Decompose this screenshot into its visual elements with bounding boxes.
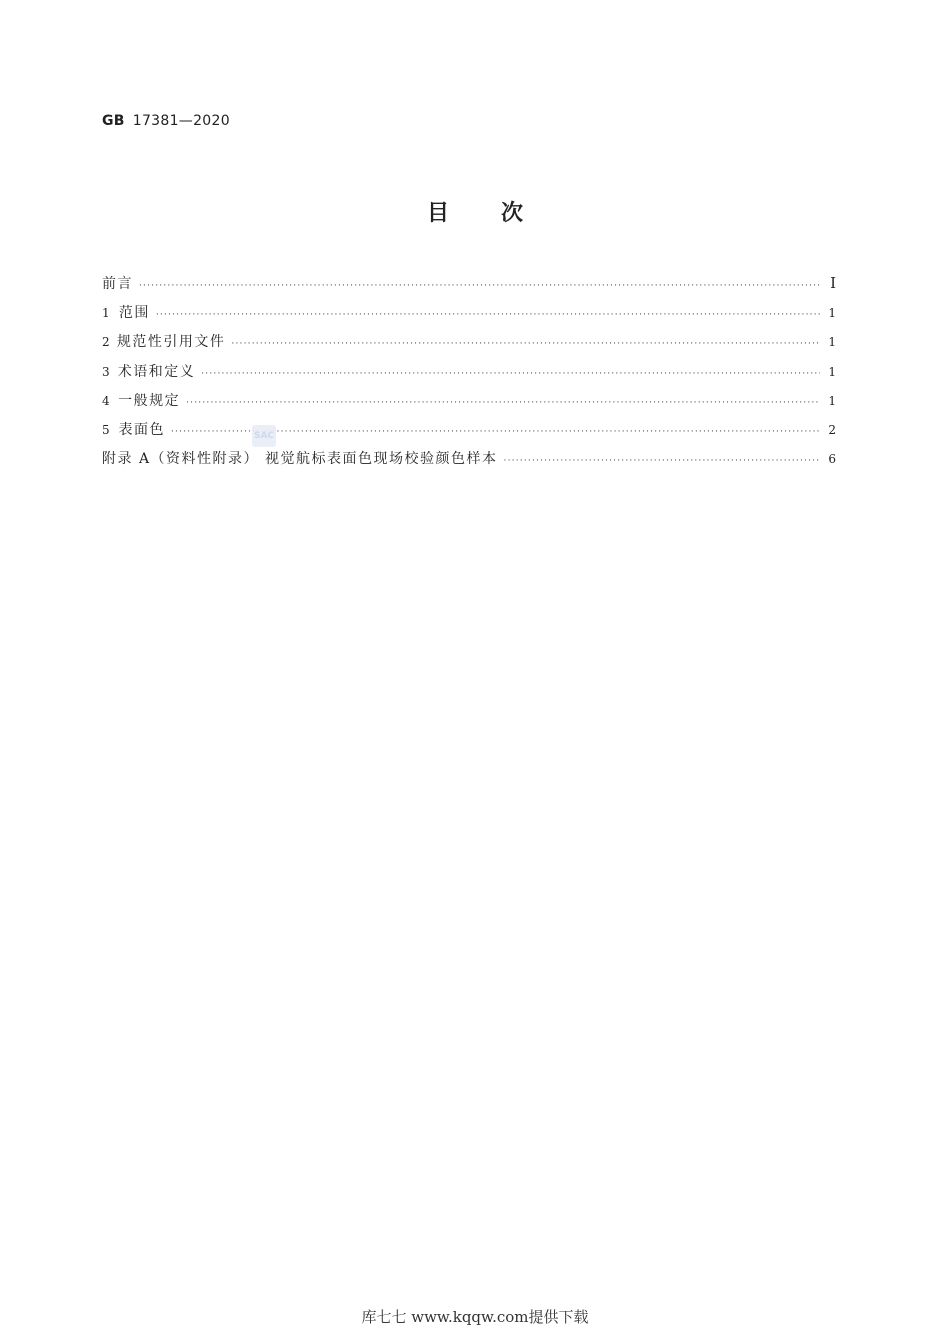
toc-entry-page: Ⅰ [830, 274, 836, 292]
sac-watermark-stamp: SAC [252, 425, 276, 447]
toc-entry-label: 一般规定 [118, 392, 181, 409]
toc-entry-page: 1 [828, 306, 836, 321]
toc-entry-number: 5 [102, 422, 110, 437]
toc-entry-foreword[interactable] [102, 273, 836, 302]
toc-leader-dots [156, 310, 820, 320]
toc-entry-page: 2 [828, 422, 836, 437]
toc-leader-dots [186, 398, 820, 408]
toc-entry-label: 范围 [118, 305, 150, 322]
toc-entry-page: 1 [828, 364, 836, 379]
toc-entry-general-provisions[interactable] [102, 390, 836, 419]
toc-entry-label: 前言 [102, 276, 133, 292]
document-code-prefix: GB [102, 113, 125, 129]
toc-entry-page: 1 [828, 393, 836, 408]
toc-title: 目次 [426, 201, 575, 226]
table-of-contents [102, 273, 836, 477]
toc-leader-dots [231, 339, 820, 349]
toc-leader-dots [139, 281, 820, 291]
toc-entry-terms-definitions[interactable] [102, 361, 836, 390]
toc-entry-normative-references[interactable] [102, 331, 836, 360]
document-code [102, 113, 230, 129]
toc-leader-dots [201, 369, 820, 379]
toc-entry-annex-a[interactable] [102, 448, 836, 477]
toc-entry-label: 附录 A（资料性附录） 视觉航标表面色现场校验颜色样本 [102, 451, 498, 468]
toc-entry-number: 4 [102, 393, 110, 408]
toc-entry-number: 2 [102, 335, 110, 350]
footer-download-note: 库七七 www.kqqw.com提供下载 [361, 1308, 589, 1326]
toc-entry-label: 术语和定义 [117, 363, 196, 380]
toc-entry-number: 3 [102, 364, 110, 379]
toc-entry-page: 1 [828, 335, 836, 350]
toc-entry-number: 1 [102, 306, 110, 321]
toc-entry-page: 6 [828, 452, 836, 467]
toc-leader-dots [504, 456, 820, 466]
toc-entry-label: 表面色 [118, 421, 165, 438]
document-code-number: 17381—2020 [132, 113, 230, 129]
toc-entry-surface-colours[interactable] [102, 419, 836, 448]
toc-entry-scope[interactable] [102, 302, 836, 331]
toc-entry-label: 规范性引用文件 [116, 334, 226, 351]
